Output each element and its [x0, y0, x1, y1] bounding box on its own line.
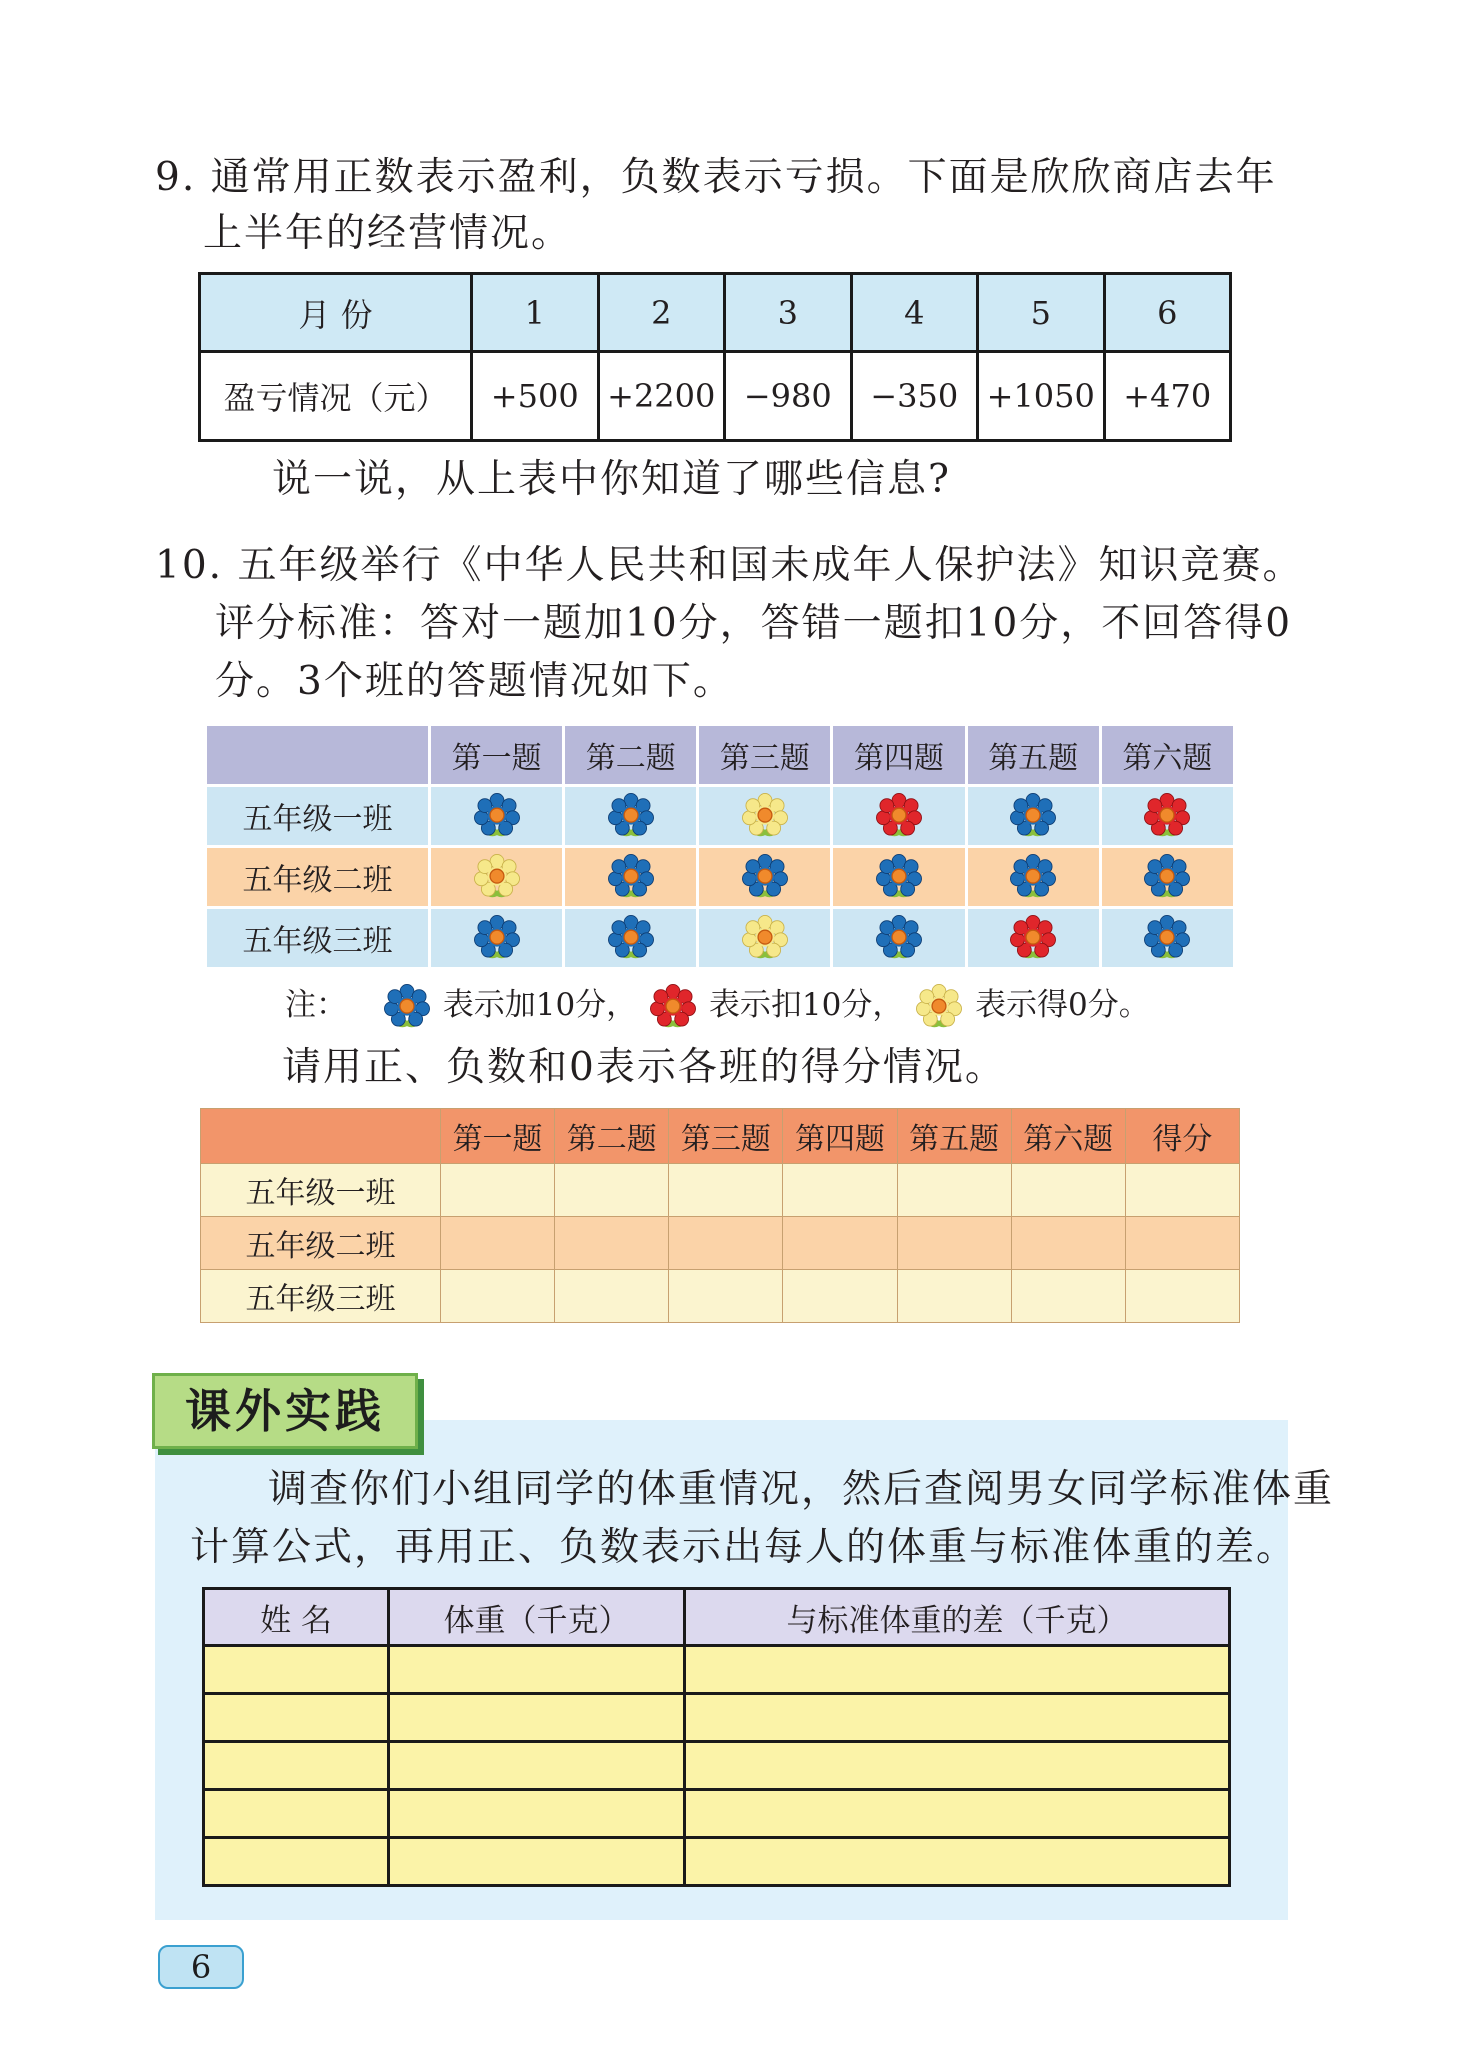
- score-answer-cell[interactable]: [555, 1164, 669, 1217]
- q9-text-line1: 通常用正数表示盈利，负数表示亏损。下面是欣欣商店去年: [210, 155, 1277, 200]
- blue-flower-icon: [1141, 912, 1193, 964]
- flower-header-cell: 第一题: [430, 725, 564, 786]
- flower-row-label: 五年级一班: [206, 786, 430, 847]
- score-answer-cell[interactable]: [669, 1164, 783, 1217]
- flower-header-cell: 第三题: [698, 725, 832, 786]
- profit-cell: +2200: [598, 352, 725, 441]
- score-answer-cell[interactable]: [1011, 1217, 1125, 1270]
- profit-cell: −980: [725, 352, 852, 441]
- flower-cell: [564, 786, 698, 847]
- flower-cell: [966, 908, 1100, 969]
- score-row-label: 五年级二班: [201, 1217, 441, 1270]
- score-table-header-row: [201, 1109, 1240, 1164]
- score-answer-cell[interactable]: [1011, 1164, 1125, 1217]
- score-header-cell: 得分: [1125, 1109, 1239, 1164]
- yellow-flower-icon: [739, 790, 791, 842]
- legend-yellow-text: 表示得0分。: [975, 987, 1150, 1023]
- flower-table-header-row: [206, 725, 1235, 786]
- score-header-cell: 第一题: [441, 1109, 555, 1164]
- flower-cell: [430, 908, 564, 969]
- red-flower-icon: [1141, 790, 1193, 842]
- flower-header-cell: 第六题: [1100, 725, 1234, 786]
- blue-flower-icon: [605, 912, 657, 964]
- weight-header-cell: 体重（千克）: [389, 1589, 685, 1646]
- flower-cell: [1100, 786, 1234, 847]
- profit-table-header-row: [200, 274, 1231, 352]
- score-answer-cell[interactable]: [783, 1164, 897, 1217]
- flower-header-cell: 第四题: [832, 725, 966, 786]
- name-cell[interactable]: [204, 1742, 389, 1790]
- blue-flower-icon: [873, 912, 925, 964]
- legend-red-text: 表示扣10分，: [708, 987, 904, 1023]
- profit-table-row: [200, 352, 1231, 441]
- blue-flower-icon: [381, 981, 433, 1033]
- q9-prompt: 说一说，从上表中你知道了哪些信息?: [272, 457, 951, 502]
- flower-cell: [698, 786, 832, 847]
- score-total-cell[interactable]: [1125, 1217, 1239, 1270]
- flower-cell: [698, 847, 832, 908]
- score-answer-cell[interactable]: [441, 1270, 555, 1323]
- weight-cell[interactable]: [389, 1742, 685, 1790]
- weight-table-row: [204, 1694, 1230, 1742]
- flower-row-label: 五年级三班: [206, 908, 430, 969]
- flower-cell: [832, 908, 966, 969]
- q10-text-line1: 五年级举行《中华人民共和国未成年人保护法》知识竞赛。: [237, 543, 1304, 588]
- score-header-cell: 第五题: [897, 1109, 1011, 1164]
- red-flower-icon: [1007, 912, 1059, 964]
- q10-prompt: 请用正、负数和0表示各班的得分情况。: [282, 1045, 1006, 1090]
- profit-table: [198, 272, 1232, 442]
- blue-flower-icon: [471, 790, 523, 842]
- weight-table-header-row: [204, 1589, 1230, 1646]
- score-answer-cell[interactable]: [897, 1217, 1011, 1270]
- score-answer-cell[interactable]: [897, 1270, 1011, 1323]
- flower-cell: [1100, 847, 1234, 908]
- score-answer-cell[interactable]: [555, 1270, 669, 1323]
- score-header-cell: 第四题: [783, 1109, 897, 1164]
- score-table-row: [201, 1217, 1240, 1270]
- score-answer-cell[interactable]: [441, 1217, 555, 1270]
- score-answer-cell[interactable]: [555, 1217, 669, 1270]
- flower-cell: [832, 786, 966, 847]
- profit-header-cell: 月 份: [200, 274, 472, 352]
- difference-cell[interactable]: [685, 1694, 1230, 1742]
- score-answer-cell[interactable]: [669, 1270, 783, 1323]
- yellow-flower-icon: [913, 981, 965, 1033]
- q10-text-line3: 分。3个班的答题情况如下。: [215, 659, 734, 704]
- profit-cell: −350: [851, 352, 978, 441]
- score-answer-cell[interactable]: [669, 1217, 783, 1270]
- difference-cell[interactable]: [685, 1790, 1230, 1838]
- flower-table-row: [206, 786, 1235, 847]
- flower-header-cell: [206, 725, 430, 786]
- weight-cell[interactable]: [389, 1790, 685, 1838]
- profit-row-label: 盈亏情况（元）: [200, 352, 472, 441]
- profit-header-cell: 1: [472, 274, 599, 352]
- profit-header-cell: 5: [978, 274, 1105, 352]
- difference-cell[interactable]: [685, 1838, 1230, 1886]
- score-total-cell[interactable]: [1125, 1164, 1239, 1217]
- blue-flower-icon: [471, 912, 523, 964]
- flower-cell: [564, 847, 698, 908]
- name-cell[interactable]: [204, 1694, 389, 1742]
- legend-prefix: 注：: [285, 987, 347, 1023]
- legend-blue-text: 表示加10分，: [442, 987, 638, 1023]
- profit-header-cell: 4: [851, 274, 978, 352]
- q10-line1: [155, 538, 1303, 594]
- flower-cell: [832, 847, 966, 908]
- weight-cell[interactable]: [389, 1646, 685, 1694]
- weight-cell[interactable]: [389, 1838, 685, 1886]
- flower-cell: [966, 786, 1100, 847]
- weight-header-cell: 姓 名: [204, 1589, 389, 1646]
- q10-text-line2: 评分标准：答对一题加10分，答错一题扣10分，不回答得0: [215, 601, 1293, 646]
- flower-cell: [430, 847, 564, 908]
- weight-header-cell: 与标准体重的差（千克）: [685, 1589, 1230, 1646]
- flower-row-label: 五年级二班: [206, 847, 430, 908]
- blue-flower-icon: [1141, 851, 1193, 903]
- flower-table-row: [206, 908, 1235, 969]
- difference-cell[interactable]: [685, 1646, 1230, 1694]
- weight-cell[interactable]: [389, 1694, 685, 1742]
- yellow-flower-icon: [471, 851, 523, 903]
- flower-cell: [698, 908, 832, 969]
- score-answer-cell[interactable]: [1011, 1270, 1125, 1323]
- practice-text-line2: 计算公式，再用正、负数表示出每人的体重与标准体重的差。: [190, 1525, 1298, 1570]
- weight-table-row: [204, 1646, 1230, 1694]
- q10-number: 10.: [155, 543, 224, 588]
- flower-cell: [430, 786, 564, 847]
- weight-table: [202, 1587, 1231, 1887]
- score-answer-cell[interactable]: [897, 1164, 1011, 1217]
- profit-cell: +1050: [978, 352, 1105, 441]
- flower-cell: [564, 908, 698, 969]
- name-cell[interactable]: [204, 1646, 389, 1694]
- red-flower-icon: [873, 790, 925, 842]
- name-cell[interactable]: [204, 1790, 389, 1838]
- profit-header-cell: 3: [725, 274, 852, 352]
- flower-table-row: [206, 847, 1235, 908]
- score-table-row: [201, 1270, 1240, 1323]
- q9-number: 9.: [155, 155, 197, 200]
- flower-cell: [1100, 908, 1234, 969]
- blue-flower-icon: [1007, 790, 1059, 842]
- profit-cell: +470: [1104, 352, 1231, 441]
- score-answer-cell[interactable]: [783, 1217, 897, 1270]
- difference-cell[interactable]: [685, 1742, 1230, 1790]
- score-row-label: 五年级一班: [201, 1164, 441, 1217]
- score-table-row: [201, 1164, 1240, 1217]
- yellow-flower-icon: [739, 912, 791, 964]
- weight-table-row: [204, 1790, 1230, 1838]
- practice-title: 课外实践: [152, 1373, 418, 1449]
- score-total-cell[interactable]: [1125, 1270, 1239, 1323]
- practice-text-line1: 调查你们小组同学的体重情况，然后查阅男女同学标准体重: [268, 1467, 1335, 1512]
- q9-text-line2: 上半年的经营情况。: [203, 211, 573, 256]
- red-flower-icon: [647, 981, 699, 1033]
- weight-table-row: [204, 1838, 1230, 1886]
- score-row-label: 五年级三班: [201, 1270, 441, 1323]
- name-cell[interactable]: [204, 1838, 389, 1886]
- flower-header-cell: 第二题: [564, 725, 698, 786]
- profit-cell: +500: [472, 352, 599, 441]
- score-answer-table: [200, 1108, 1240, 1323]
- blue-flower-icon: [605, 851, 657, 903]
- blue-flower-icon: [1007, 851, 1059, 903]
- profit-header-cell: 6: [1104, 274, 1231, 352]
- score-header-cell: [201, 1109, 441, 1164]
- flower-cell: [966, 847, 1100, 908]
- blue-flower-icon: [739, 851, 791, 903]
- score-header-cell: 第三题: [669, 1109, 783, 1164]
- q9-line1: [155, 150, 1277, 206]
- blue-flower-icon: [873, 851, 925, 903]
- weight-table-row: [204, 1742, 1230, 1790]
- score-header-cell: 第六题: [1011, 1109, 1125, 1164]
- flower-table: [204, 723, 1236, 970]
- profit-header-cell: 2: [598, 274, 725, 352]
- score-answer-cell[interactable]: [441, 1164, 555, 1217]
- page-number: 6: [158, 1945, 244, 1989]
- blue-flower-icon: [605, 790, 657, 842]
- score-answer-cell[interactable]: [783, 1270, 897, 1323]
- flower-header-cell: 第五题: [966, 725, 1100, 786]
- score-header-cell: 第二题: [555, 1109, 669, 1164]
- flower-legend: [285, 980, 1150, 1033]
